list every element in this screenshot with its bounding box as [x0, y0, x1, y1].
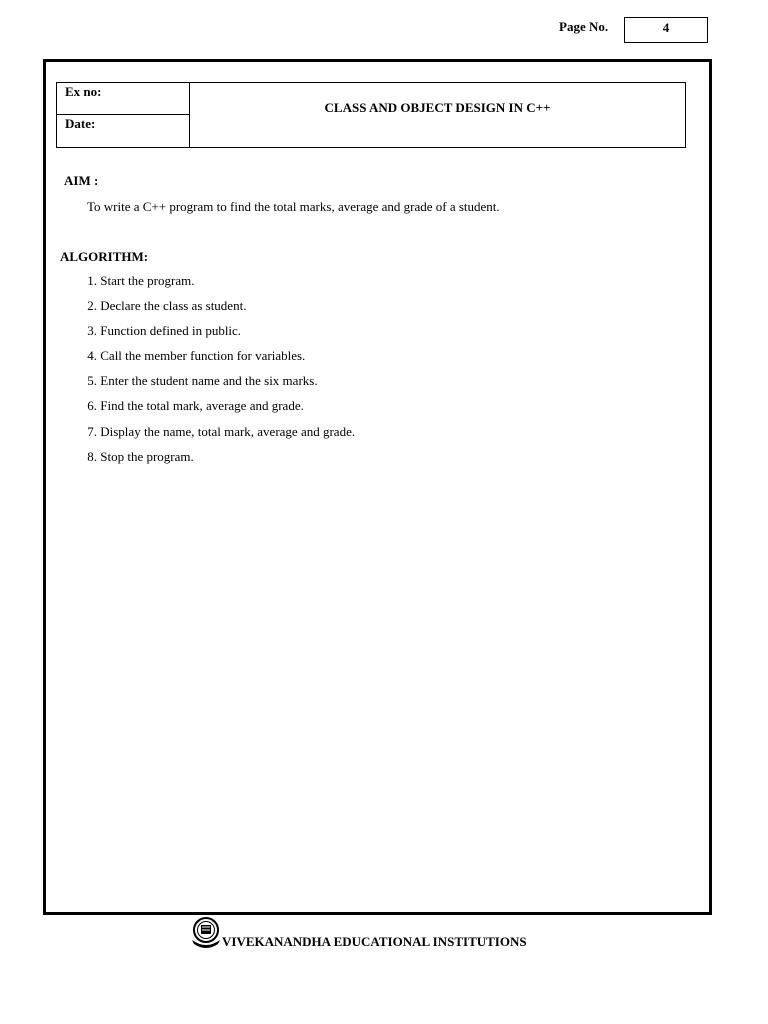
step-number: 7. [87, 423, 97, 439]
step-number: 4. [87, 348, 97, 364]
algorithm-step [60, 424, 355, 449]
algorithm-step [60, 298, 355, 323]
institution-emblem-icon [189, 914, 223, 950]
step-text: Call the member function for variables. [100, 348, 306, 364]
step-text: Enter the student name and the six marks. [100, 373, 318, 389]
algorithm-step [60, 449, 355, 474]
page-number-box: 4 [624, 17, 708, 43]
algorithm-step [60, 373, 355, 398]
algorithm-step [60, 323, 355, 348]
step-text: Stop the program. [100, 448, 194, 464]
step-number: 2. [87, 298, 97, 314]
algorithm-step [60, 398, 355, 423]
step-number: 1. [87, 273, 97, 288]
step-text: Declare the class as student. [100, 298, 247, 314]
step-text: Function defined in public. [100, 323, 242, 339]
institution-name: VIVEKANANDHA EDUCATIONAL INSTITUTIONS [222, 934, 527, 949]
ex-no-cell: Ex no: [57, 83, 189, 115]
page-frame [43, 59, 712, 915]
header-table [56, 82, 686, 148]
step-number: 5. [87, 373, 97, 389]
date-cell: Date: [65, 116, 96, 131]
experiment-title: CLASS AND OBJECT DESIGN IN C++ [324, 100, 551, 115]
step-number: 8. [87, 448, 97, 464]
aim-text: To write a C++ program to find the total marks, average and grade of a student. [87, 199, 500, 214]
step-number: 3. [87, 323, 97, 339]
aim-heading: AIM : [64, 173, 99, 188]
step-text: Start the program. [100, 273, 195, 288]
algorithm-steps [60, 273, 355, 474]
algorithm-step [60, 348, 355, 373]
page-number-label: Page No. [559, 19, 609, 34]
header-left-column [57, 83, 190, 147]
step-text: Find the total mark, average and grade. [100, 398, 304, 414]
step-number: 6. [87, 398, 97, 414]
algorithm-heading: ALGORITHM: [60, 249, 149, 264]
step-text: Display the name, total mark, average and grade. [100, 423, 356, 439]
algorithm-step [60, 273, 355, 298]
